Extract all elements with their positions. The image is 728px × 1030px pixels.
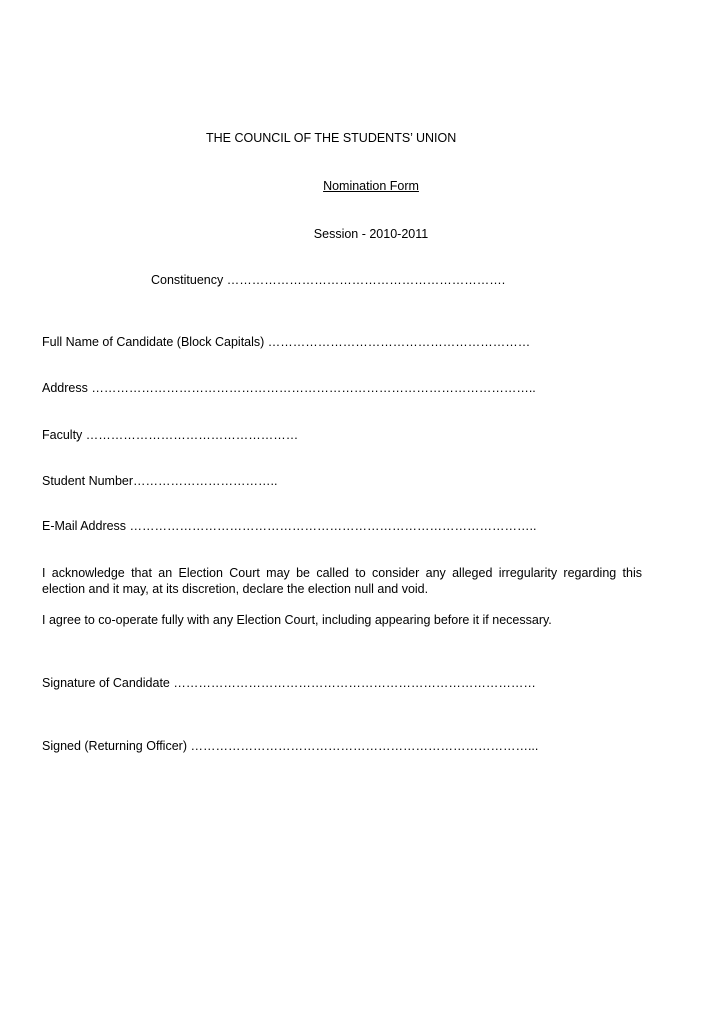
signature-candidate-field: Signature of Candidate ……………………………………………………………………………: [42, 676, 536, 690]
faculty-field: Faculty ……………………………………………: [42, 428, 299, 442]
signed-returning-officer-field: Signed (Returning Officer) ………………………………………………………………………...: [42, 739, 539, 753]
agree-paragraph: I agree to co-operate fully with any Election Court, including appearing before it if necessary.: [42, 613, 552, 627]
email-field: E-Mail Address ……………………………………………………………………………………..: [42, 519, 537, 533]
form-name: Nomination Form: [323, 179, 419, 193]
session-line: Session - 2010-2011: [313, 227, 429, 241]
student-number-field: Student Number……………………………..: [42, 474, 278, 488]
full-name-field: Full Name of Candidate (Block Capitals) ………………………………………………………: [42, 335, 531, 349]
acknowledge-paragraph: I acknowledge that an Election Court may be called to consider any alleged irregularity regarding this election and it may, at its discretion, declare the election null and void.: [42, 566, 642, 596]
council-title: THE COUNCIL OF THE STUDENTS’ UNION: [206, 131, 457, 145]
constituency-line: Constituency ………………………………………………………….: [151, 273, 506, 287]
address-field: Address ……………………………………………………………………………………………..: [42, 381, 536, 395]
